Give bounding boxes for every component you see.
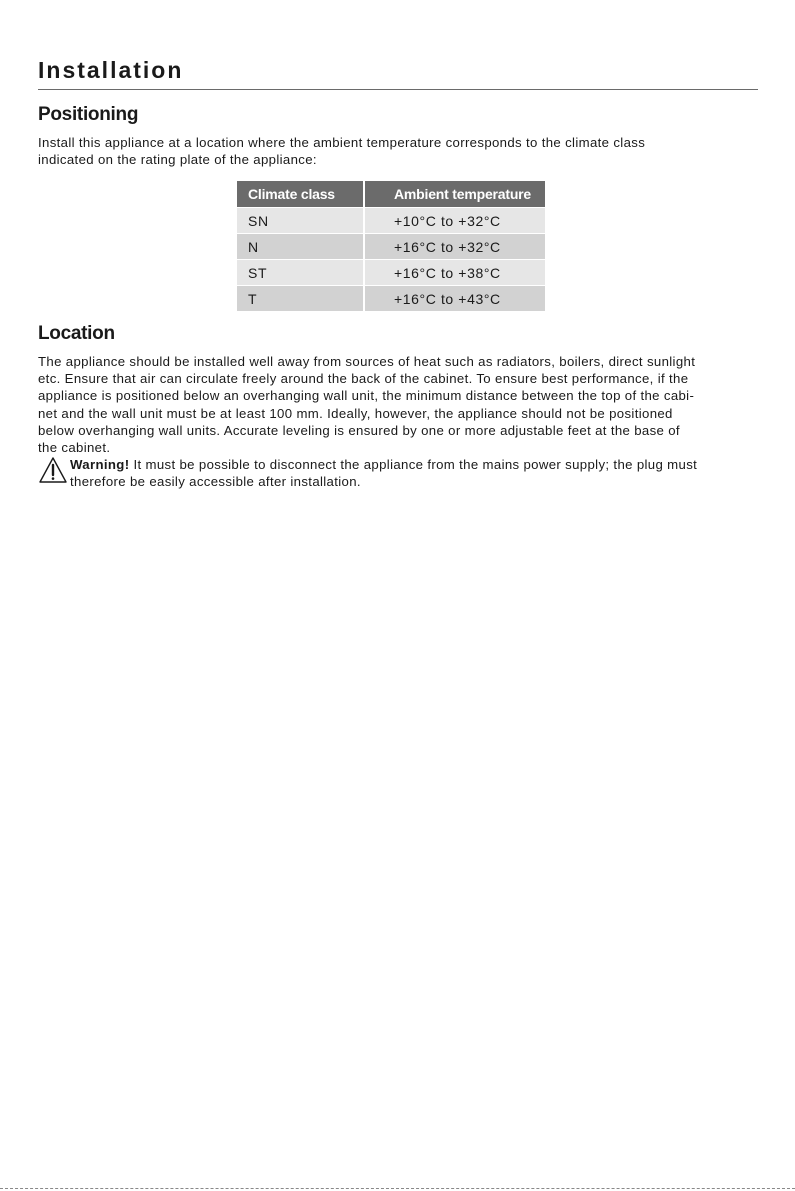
location-line: net and the wall unit must be at least 100 mm. Ideally, however, the appliance should not be positioned — [38, 405, 673, 421]
climate-class-cell: T — [237, 285, 365, 311]
title-divider — [38, 89, 758, 90]
climate-class-table — [237, 181, 545, 311]
climate-class-cell: N — [237, 233, 365, 259]
location-paragraph — [38, 353, 760, 456]
warning-line — [70, 456, 697, 473]
climate-class-cell: SN — [237, 207, 365, 233]
temperature-range-cell: +16°C to +32°C — [365, 233, 545, 259]
warning-line: therefore be easily accessible after installation. — [70, 474, 361, 490]
location-line: etc. Ensure that air can circulate freely around the back of the cabinet. To ensure best performance, if the — [38, 371, 689, 387]
table-row — [237, 285, 545, 311]
page-title: Installation — [38, 57, 184, 83]
warning-message-start: It must be possible to disconnect the appliance from the mains power supply; the plug must — [129, 457, 698, 472]
location-heading: Location — [38, 323, 115, 344]
positioning-paragraph — [38, 134, 760, 168]
temperature-range-cell: +16°C to +43°C — [365, 285, 545, 311]
positioning-line: indicated on the rating plate of the appliance: — [38, 152, 317, 168]
climate-class-cell: ST — [237, 259, 365, 285]
location-line: the cabinet. — [38, 440, 111, 456]
table-row — [237, 207, 545, 233]
location-line: The appliance should be installed well away from sources of heat such as radiators, boilers, direct sunlight — [38, 354, 696, 369]
column-header-ambient-temperature: Ambient temperature — [365, 181, 545, 207]
warning-label: Warning! — [70, 457, 130, 472]
warning-triangle-icon — [38, 456, 68, 484]
positioning-heading: Positioning — [38, 104, 139, 125]
table-header-row — [237, 181, 545, 207]
location-line: below overhanging wall units. Accurate leveling is ensured by one or more adjustable feet at the base of — [38, 422, 680, 438]
warning-text — [70, 456, 697, 490]
table-row — [237, 259, 545, 285]
temperature-range-cell: +16°C to +38°C — [365, 259, 545, 285]
positioning-line: Install this appliance at a location where the ambient temperature corresponds to the climate class — [38, 135, 646, 150]
column-header-climate-class: Climate class — [237, 181, 365, 207]
table-row — [237, 233, 545, 259]
page-bottom-edge — [0, 1188, 795, 1189]
location-line: appliance is positioned below an overhanging wall unit, the minimum distance between the top of the cabi- — [38, 388, 695, 404]
temperature-range-cell: +10°C to +32°C — [365, 207, 545, 233]
